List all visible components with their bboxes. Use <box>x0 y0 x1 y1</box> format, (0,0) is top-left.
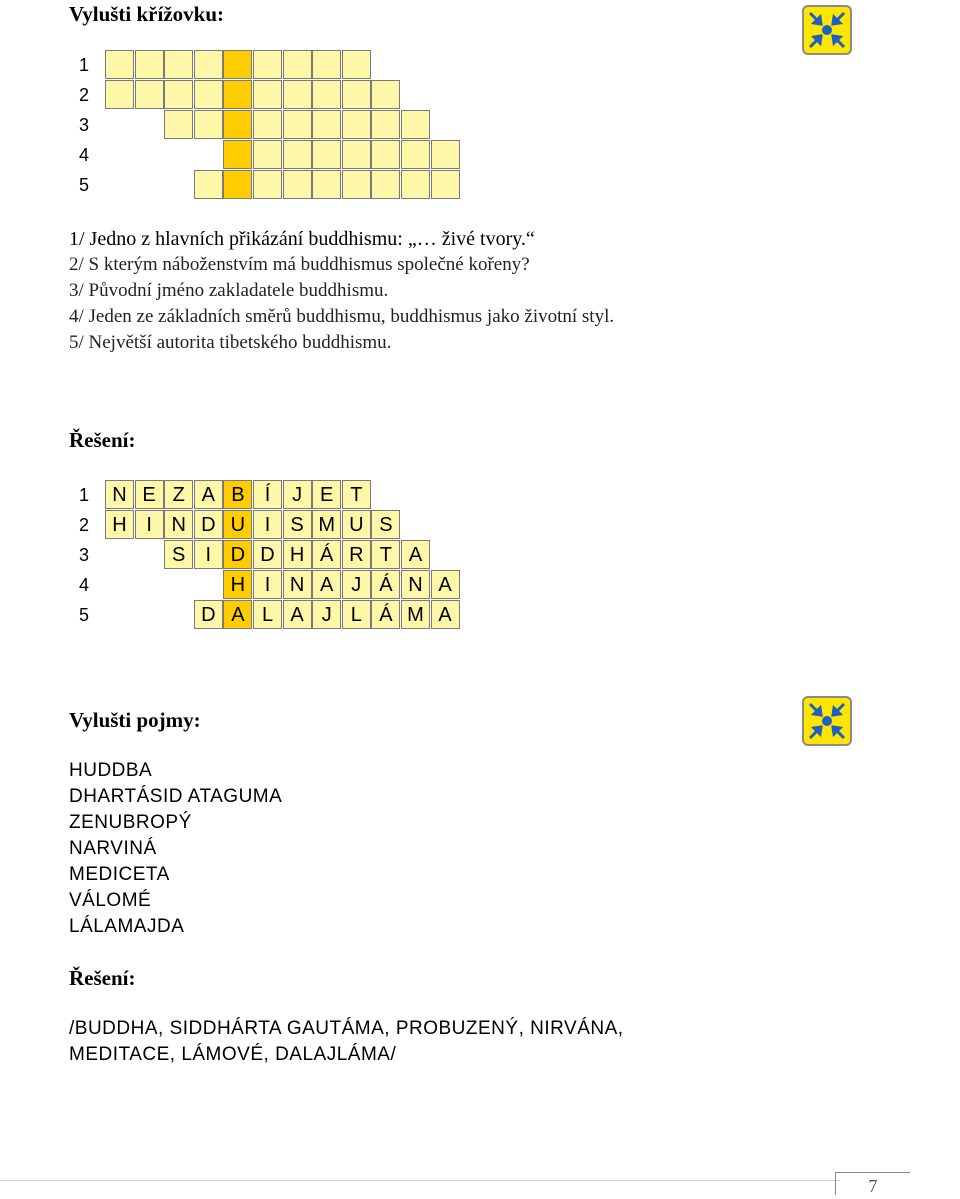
footer-rule <box>0 1180 840 1181</box>
solution-letter-cell: D <box>194 600 223 629</box>
crossword-row-number: 3 <box>78 115 89 135</box>
crossword-cell[interactable] <box>283 80 312 109</box>
solution-letter-cell: Á <box>312 540 341 569</box>
solution2-line-1: /BUDDHA, SIDDHÁRTA GAUTÁMA, PROBUZENÝ, NIRVÁNA, <box>69 1018 624 1039</box>
crossword-key-cell[interactable] <box>223 140 252 169</box>
solution-letter-cell: U <box>223 510 252 539</box>
solution-letter-cell: N <box>401 570 430 599</box>
term-7: LÁLAMAJDA <box>69 916 185 937</box>
term-6: VÁLOMÉ <box>69 890 152 911</box>
crossword-cell[interactable] <box>194 110 223 139</box>
crossword-cell[interactable] <box>371 80 400 109</box>
solution-row-number: 1 <box>78 485 89 505</box>
solution-letter-cell: T <box>371 540 400 569</box>
solution-row-number: 2 <box>78 515 89 535</box>
crossword-grid <box>69 50 489 200</box>
solution-letter-cell: Z <box>164 480 193 509</box>
crossword-key-cell[interactable] <box>223 80 252 109</box>
crossword-cell[interactable] <box>164 110 193 139</box>
crossword-row-number: 4 <box>78 145 89 165</box>
crossword-cell[interactable] <box>401 140 430 169</box>
clue-1: 1/ Jedno z hlavních přikázání buddhismu: „… živé tvory.“ <box>69 228 535 250</box>
solution2-heading: Řešení: <box>69 966 136 990</box>
solution-letter-cell: H <box>223 570 252 599</box>
crossword-cell[interactable] <box>342 80 371 109</box>
crossword-key-cell[interactable] <box>223 50 252 79</box>
clue-4: 4/ Jeden ze základních směrů buddhismu, buddhismus jako životní styl. <box>69 306 615 327</box>
solution-letter-cell: U <box>342 510 371 539</box>
crossword-cell[interactable] <box>342 50 371 79</box>
crossword-cell[interactable] <box>342 170 371 199</box>
solution-letter-cell: A <box>401 540 430 569</box>
crossword-cell[interactable] <box>105 80 134 109</box>
term-1: HUDDBA <box>69 760 153 781</box>
solution-letter-cell: I <box>253 510 282 539</box>
crossword-cell[interactable] <box>431 140 460 169</box>
crossword-cell[interactable] <box>253 50 282 79</box>
crossword-cell[interactable] <box>253 140 282 169</box>
solution-letter-cell: A <box>223 600 252 629</box>
solution-letter-cell: L <box>253 600 282 629</box>
solution-letter-cell: I <box>194 540 223 569</box>
clue-3: 3/ Původní jméno zakladatele buddhismu. <box>69 280 389 301</box>
crossword-cell[interactable] <box>194 170 223 199</box>
page-number: 7 <box>835 1172 910 1195</box>
solution-letter-cell: I <box>253 570 282 599</box>
solution-letter-cell: N <box>164 510 193 539</box>
crossword-cell[interactable] <box>312 50 341 79</box>
solution1-heading: Řešení: <box>69 428 136 452</box>
term-5: MEDICETA <box>69 864 170 885</box>
term-3: ZENUBROPÝ <box>69 812 192 833</box>
crossword-cell[interactable] <box>164 50 193 79</box>
term-list <box>69 758 282 940</box>
clue-5: 5/ Největší autorita tibetského buddhismu. <box>69 332 392 353</box>
solution-row-number: 4 <box>78 575 89 595</box>
solution-letter-cell: A <box>312 570 341 599</box>
crossword-cell[interactable] <box>312 140 341 169</box>
solution-letter-cell: A <box>283 600 312 629</box>
solution-letter-cell: Á <box>371 570 400 599</box>
crossword-cell[interactable] <box>135 80 164 109</box>
solution-letter-cell: Á <box>371 600 400 629</box>
solution-row-number: 5 <box>78 605 89 625</box>
solution-letter-cell: T <box>342 480 371 509</box>
crossword-cell[interactable] <box>105 50 134 79</box>
solution2-line-2: MEDITACE, LÁMOVÉ, DALAJLÁMA/ <box>69 1044 397 1065</box>
term-4: NARVINÁ <box>69 838 157 859</box>
crossword-cell[interactable] <box>135 50 164 79</box>
solution-letter-cell: Í <box>253 480 282 509</box>
crossword-cell[interactable] <box>401 110 430 139</box>
solution-row-number: 3 <box>78 545 89 565</box>
crossword-cell[interactable] <box>253 170 282 199</box>
solution-letter-cell: M <box>312 510 341 539</box>
solution-letter-cell: D <box>223 540 252 569</box>
solution-letter-cell: E <box>312 480 341 509</box>
solution-letter-cell: N <box>105 480 134 509</box>
solution-letter-cell: A <box>431 570 460 599</box>
crossword-cell[interactable] <box>253 80 282 109</box>
solution-letter-cell: M <box>401 600 430 629</box>
solution-letter-cell: H <box>283 540 312 569</box>
crossword-cell[interactable] <box>312 170 341 199</box>
crossword-cell[interactable] <box>253 110 282 139</box>
crossword-cell[interactable] <box>342 110 371 139</box>
solution-letter-cell: A <box>431 600 460 629</box>
crossword-cell[interactable] <box>194 80 223 109</box>
solution-grid <box>69 480 489 630</box>
crossword-cell[interactable] <box>312 110 341 139</box>
solution2-text <box>69 1016 624 1068</box>
crossword-row-number: 5 <box>78 175 89 195</box>
crossword-key-cell[interactable] <box>223 110 252 139</box>
solution-letter-cell: S <box>283 510 312 539</box>
crossword-cell[interactable] <box>371 140 400 169</box>
solution-letter-cell: L <box>342 600 371 629</box>
crossword-cell[interactable] <box>283 110 312 139</box>
solution-letter-cell: J <box>312 600 341 629</box>
crossword-cell[interactable] <box>312 80 341 109</box>
solution-letter-cell: S <box>164 540 193 569</box>
crossword-cell[interactable] <box>164 80 193 109</box>
crossword-row-number: 1 <box>78 55 89 75</box>
solution-letter-cell: D <box>253 540 282 569</box>
crossword-cell[interactable] <box>194 50 223 79</box>
crossword-key-cell[interactable] <box>223 170 252 199</box>
solution-letter-cell: J <box>342 570 371 599</box>
compress-arrows-icon <box>802 5 852 55</box>
solution-letter-cell: S <box>371 510 400 539</box>
solution-letter-cell: N <box>283 570 312 599</box>
terms-heading: Vylušti pojmy: <box>69 708 201 732</box>
solution-letter-cell: A <box>194 480 223 509</box>
compress-arrows-icon <box>802 696 852 746</box>
crossword-cell[interactable] <box>401 170 430 199</box>
crossword-heading: Vylušti křížovku: <box>69 2 225 26</box>
crossword-cell[interactable] <box>371 170 400 199</box>
crossword-cell[interactable] <box>371 110 400 139</box>
crossword-cell[interactable] <box>283 50 312 79</box>
solution-letter-cell: D <box>194 510 223 539</box>
crossword-cell[interactable] <box>342 140 371 169</box>
solution-letter-cell: I <box>135 510 164 539</box>
term-2: DHARTÁSID ATAGUMA <box>69 786 283 807</box>
solution-letter-cell: J <box>283 480 312 509</box>
solution-letter-cell: B <box>223 480 252 509</box>
crossword-cell[interactable] <box>283 170 312 199</box>
clue-2: 2/ S kterým náboženstvím má buddhismus společné kořeny? <box>69 254 530 275</box>
crossword-cell[interactable] <box>283 140 312 169</box>
solution-letter-cell: H <box>105 510 134 539</box>
solution-letter-cell: R <box>342 540 371 569</box>
crossword-cell[interactable] <box>431 170 460 199</box>
solution-letter-cell: E <box>135 480 164 509</box>
crossword-row-number: 2 <box>78 85 89 105</box>
clue-list <box>69 226 614 356</box>
